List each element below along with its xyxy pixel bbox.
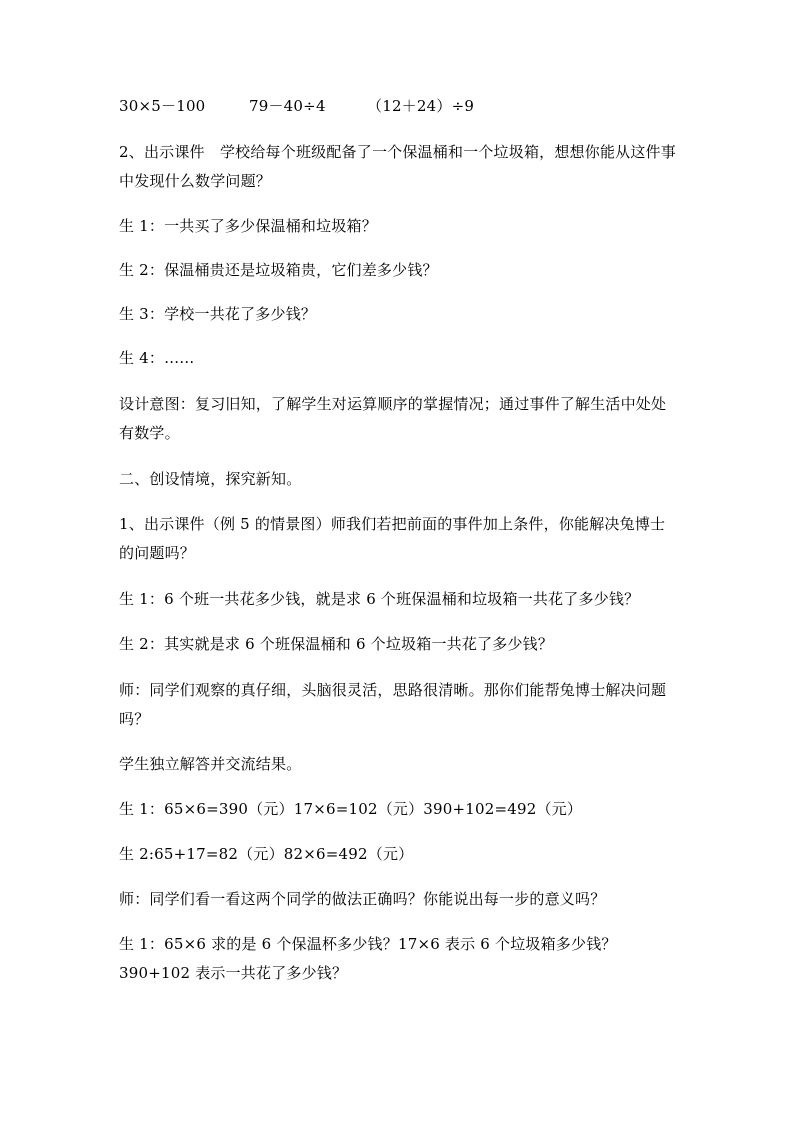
paragraph-student-3: 生 3：学校一共花了多少钱？ <box>119 305 317 323</box>
paragraph-teacher-praise: 师：同学们观察的真仔细，头脑很灵活，思路很清晰。那你们能帮兔博士解决问题吗？ <box>119 681 667 728</box>
paragraph-courseware: 1、出示课件（例 5 的情景图）师我们若把前面的事件加上条件，你能解决兔博士的问题吗？ <box>119 515 666 562</box>
paragraph-explanation: 生 1：65×6 求的是 6 个保温杯多少钱？17×6 表示 6 个垃圾箱多少钱？390+102 表示一共花了多少钱？ <box>119 935 617 982</box>
paragraph-independent-work: 学生独立解答并交流结果。 <box>119 755 302 773</box>
paragraph-question-prompt: 2、出示课件 学校给每个班级配备了一个保温桶和一个垃圾箱，想想你能从这件事中发现什么数学问题？ <box>119 143 676 190</box>
paragraph-design-intent: 设计意图：复习旧知，了解学生对运算顺序的掌握情况；通过事件了解生活中处处有数学。 <box>119 395 667 442</box>
exercise-2: 79－40÷4 <box>249 97 326 115</box>
paragraph-student-4: 生 4：…… <box>119 349 195 367</box>
paragraph-student-2: 生 2：保温桶贵还是垃圾箱贵，它们差多少钱？ <box>119 261 438 279</box>
paragraph-answer-1: 生 1：6 个班一共花多少钱，就是求 6 个班保温桶和垃圾箱一共花了多少钱？ <box>119 590 640 608</box>
paragraph-solution-2: 生 2:65+17=82（元）82×6=492（元） <box>119 845 414 863</box>
exercise-1: 30×5－100 <box>119 97 206 115</box>
paragraph-solution-1: 生 1：65×6=390（元）17×6=102（元）390+102=492（元） <box>119 800 583 818</box>
paragraph-teacher-question: 师：同学们看一看这两个同学的做法正确吗？你能说出每一步的意义吗？ <box>119 890 606 908</box>
paragraph-student-1: 生 1：一共买了多少保温桶和垃圾箱？ <box>119 217 377 235</box>
paragraph-answer-2: 生 2：其实就是求 6 个班保温桶和 6 个垃圾箱一共花了多少钱？ <box>119 635 554 653</box>
section-heading: 二、创设情境，探究新知。 <box>119 470 302 488</box>
exercise-3: （12＋24）÷9 <box>367 97 475 115</box>
